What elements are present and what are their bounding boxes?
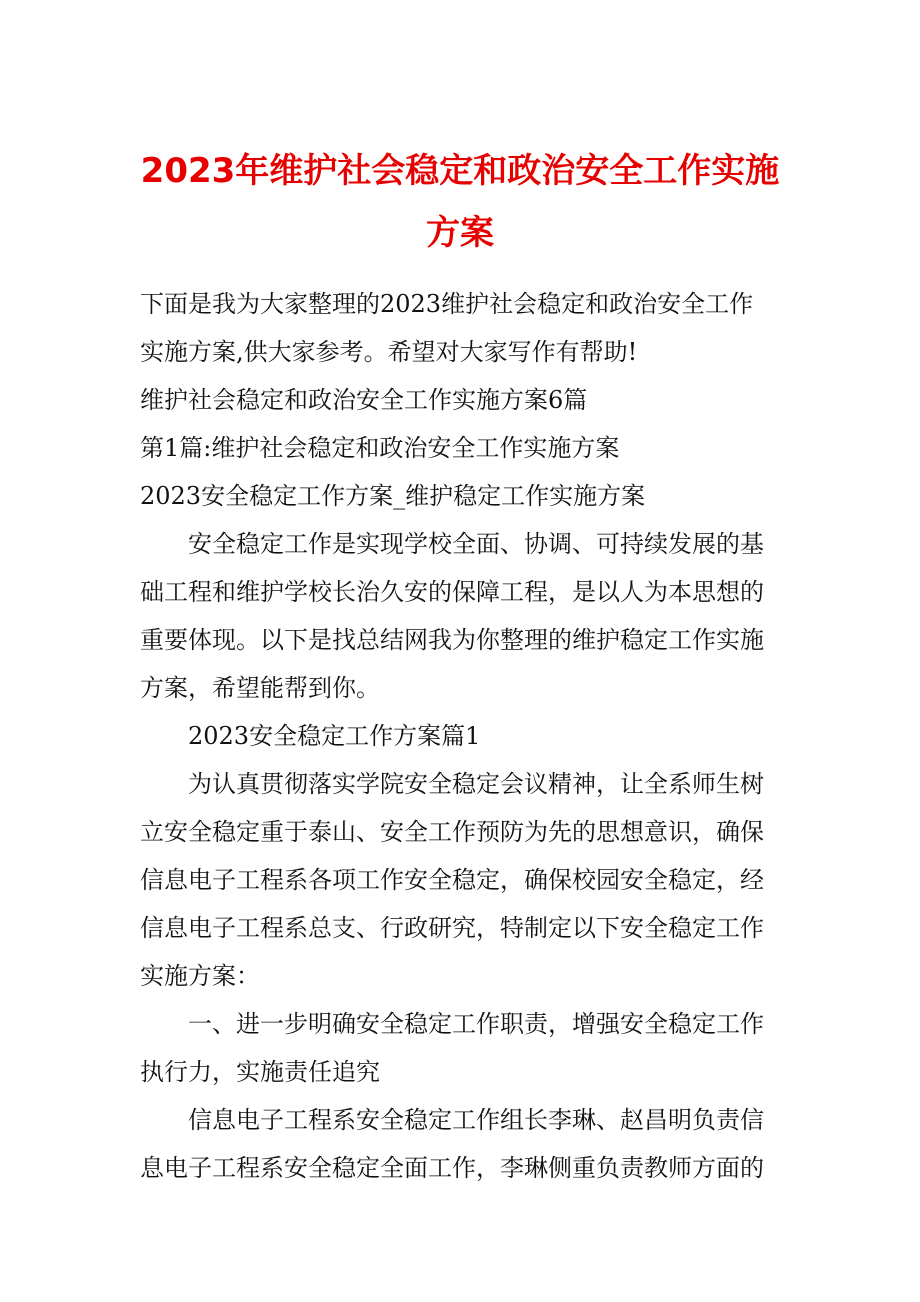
- title-line-1: 2023年维护社会稳定和政治安全工作实施: [140, 151, 780, 191]
- text-line: 下面是我为大家整理的2023维护社会稳定和政治安全工作: [140, 290, 754, 318]
- text-line: 础工程和维护学校长治久安的保障工程，是以人为本思想的: [140, 578, 764, 606]
- subsection-heading: [140, 712, 785, 760]
- text-line: 2023安全稳定工作方案_维护稳定工作实施方案: [140, 482, 646, 510]
- text-line: 重要体现。以下是找总结网我为你整理的维护稳定工作实施: [140, 626, 764, 654]
- text-line: 2023安全稳定工作方案篇1: [188, 722, 481, 750]
- title-line-2: 方案: [426, 213, 494, 253]
- intro-paragraph: [140, 280, 785, 376]
- text-line: 方案，希望能帮到你。: [140, 674, 380, 702]
- document-title: [130, 140, 790, 264]
- contents-heading: [140, 376, 785, 424]
- text-line: 第1篇:维护社会稳定和政治安全工作实施方案: [140, 434, 620, 462]
- text-line: 实施方案,供大家参考。希望对大家写作有帮助!: [140, 338, 638, 366]
- numbered-heading: [140, 1000, 785, 1096]
- body-paragraph: [140, 760, 785, 1000]
- chapter-heading: [140, 424, 785, 472]
- body-paragraph: [140, 520, 785, 712]
- text-line: 维护社会稳定和政治安全工作实施方案6篇: [140, 386, 588, 414]
- text-line: 息电子工程系安全稳定全面工作，李琳侧重负责教师方面的: [140, 1154, 764, 1182]
- text-line: 信息电子工程系总支、行政研究，特制定以下安全稳定工作: [140, 914, 764, 942]
- section-heading: [140, 472, 785, 520]
- text-line: 立安全稳定重于泰山、安全工作预防为先的思想意识，确保: [140, 818, 764, 846]
- text-line: 实施方案：: [140, 962, 260, 990]
- text-line: 信息电子工程系安全稳定工作组长李琳、赵昌明负责信: [188, 1106, 764, 1134]
- document-body: [140, 280, 785, 1192]
- text-line: 一、进一步明确安全稳定工作职责，增强安全稳定工作: [188, 1010, 764, 1038]
- text-line: 为认真贯彻落实学院安全稳定会议精神，让全系师生树: [188, 770, 764, 798]
- text-line: 安全稳定工作是实现学校全面、协调、可持续发展的基: [188, 530, 764, 558]
- text-line: 执行力，实施责任追究: [140, 1058, 380, 1086]
- text-line: 信息电子工程系各项工作安全稳定，确保校园安全稳定，经: [140, 866, 764, 894]
- body-paragraph: [140, 1096, 785, 1192]
